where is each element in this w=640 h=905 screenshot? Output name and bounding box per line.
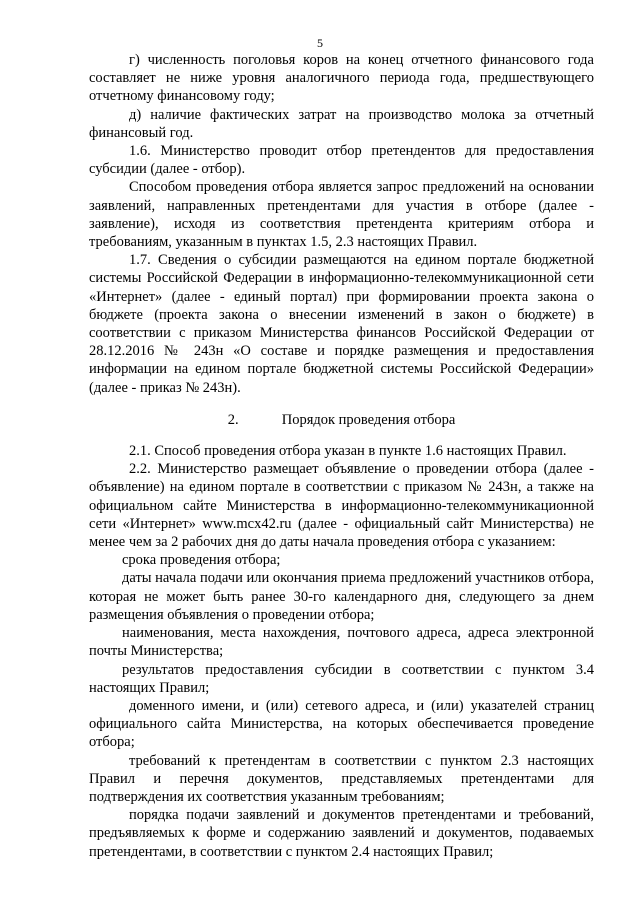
paragraph-2-2: 2.2. Министерство размещает объявление о проведении отбора (далее - объявление) на едином портале в соответствии с приказом № 243н, а также на официальном сайте Министерства в информационно-телекоммуникационной сети «Интернет» www.mcx42.ru (далее - официальный сайт Министерства) не менее чем за 2 рабочих дня до даты начала проведения отбора с указанием: [89,461,594,551]
list-item-procedure: порядка подачи заявлений и документов претендентами и требований, предъявляемых к форме и содержанию заявлений и документов, подаваемых претендентами, в соответствии с пунктом 2.4 настоящих Правил; [89,807,594,860]
list-item-contacts: наименования, места нахождения, почтового адреса, адреса электронной почты Министерства; [89,625,594,660]
list-item-requirements: требований к претендентам в соответствии с пунктом 2.3 настоящих Правил и перечня документов, представляемых претендентами для подтверждения их соответствия указанным требованиям; [89,752,594,805]
paragraph-criterion-g: г) численность поголовья коров на конец отчетного финансового года составляет не ниже уровня аналогичного периода года, предшествующего отчетному финансовому году; [89,52,594,105]
document-body [89,51,594,861]
list-item-period: срока проведения отбора; [122,552,281,569]
paragraph-selection-method: Способом проведения отбора является запрос предложений на основании заявлений, направленных претендентами для участия в отборе (далее - заявление), исходя из соответствия претендента критериям отбора и требованиям, указанным в пунктах 1.5, 2.3 настоящих Правил. [89,179,594,251]
page-number: 5 [317,36,323,50]
paragraph-1-7: 1.7. Сведения о субсидии размещаются на едином портале бюджетной системы Российской Федерации в информационно-телекоммуникационной сети «Интернет» (далее - единый портал) при формировании проекта закона о бюджете (проекта закона о внесении изменений в закон о бюджете) в соответствии с приказом Министерства финансов Российской Федерации от 28.12.2016 № 243н «О составе и порядке размещения и предоставления информации на едином портале бюджетной системы Российской Федерации» (далее - приказ № 243н). [89,252,594,396]
paragraph-1-6: 1.6. Министерство проводит отбор претендентов для предоставления субсидии (далее - отбор). [89,143,594,178]
section-number: 2. [227,411,239,428]
list-item-domain: доменного имени, и (или) сетевого адреса, и (или) указателей страниц официального сайта Министерства, на которых обеспечивается проведение отбора; [89,697,594,751]
list-item-results: результатов предоставления субсидии в соответствии с пунктом 3.4 настоящих Правил; [89,661,594,696]
section-title: Порядок проведения отбора [281,411,456,428]
paragraph-2-1: 2.1. Способ проведения отбора указан в пункте 1.6 настоящих Правил. [129,443,567,460]
list-item-dates: даты начала подачи или окончания приема предложений участников отбора, которая не может быть ранее 30-го календарного дня, следующего за днем размещения объявления о проведении отбора; [89,570,594,623]
paragraph-criterion-d: д) наличие фактических затрат на производство молока за отчетный финансовый год. [89,106,594,141]
section-heading [89,411,594,429]
